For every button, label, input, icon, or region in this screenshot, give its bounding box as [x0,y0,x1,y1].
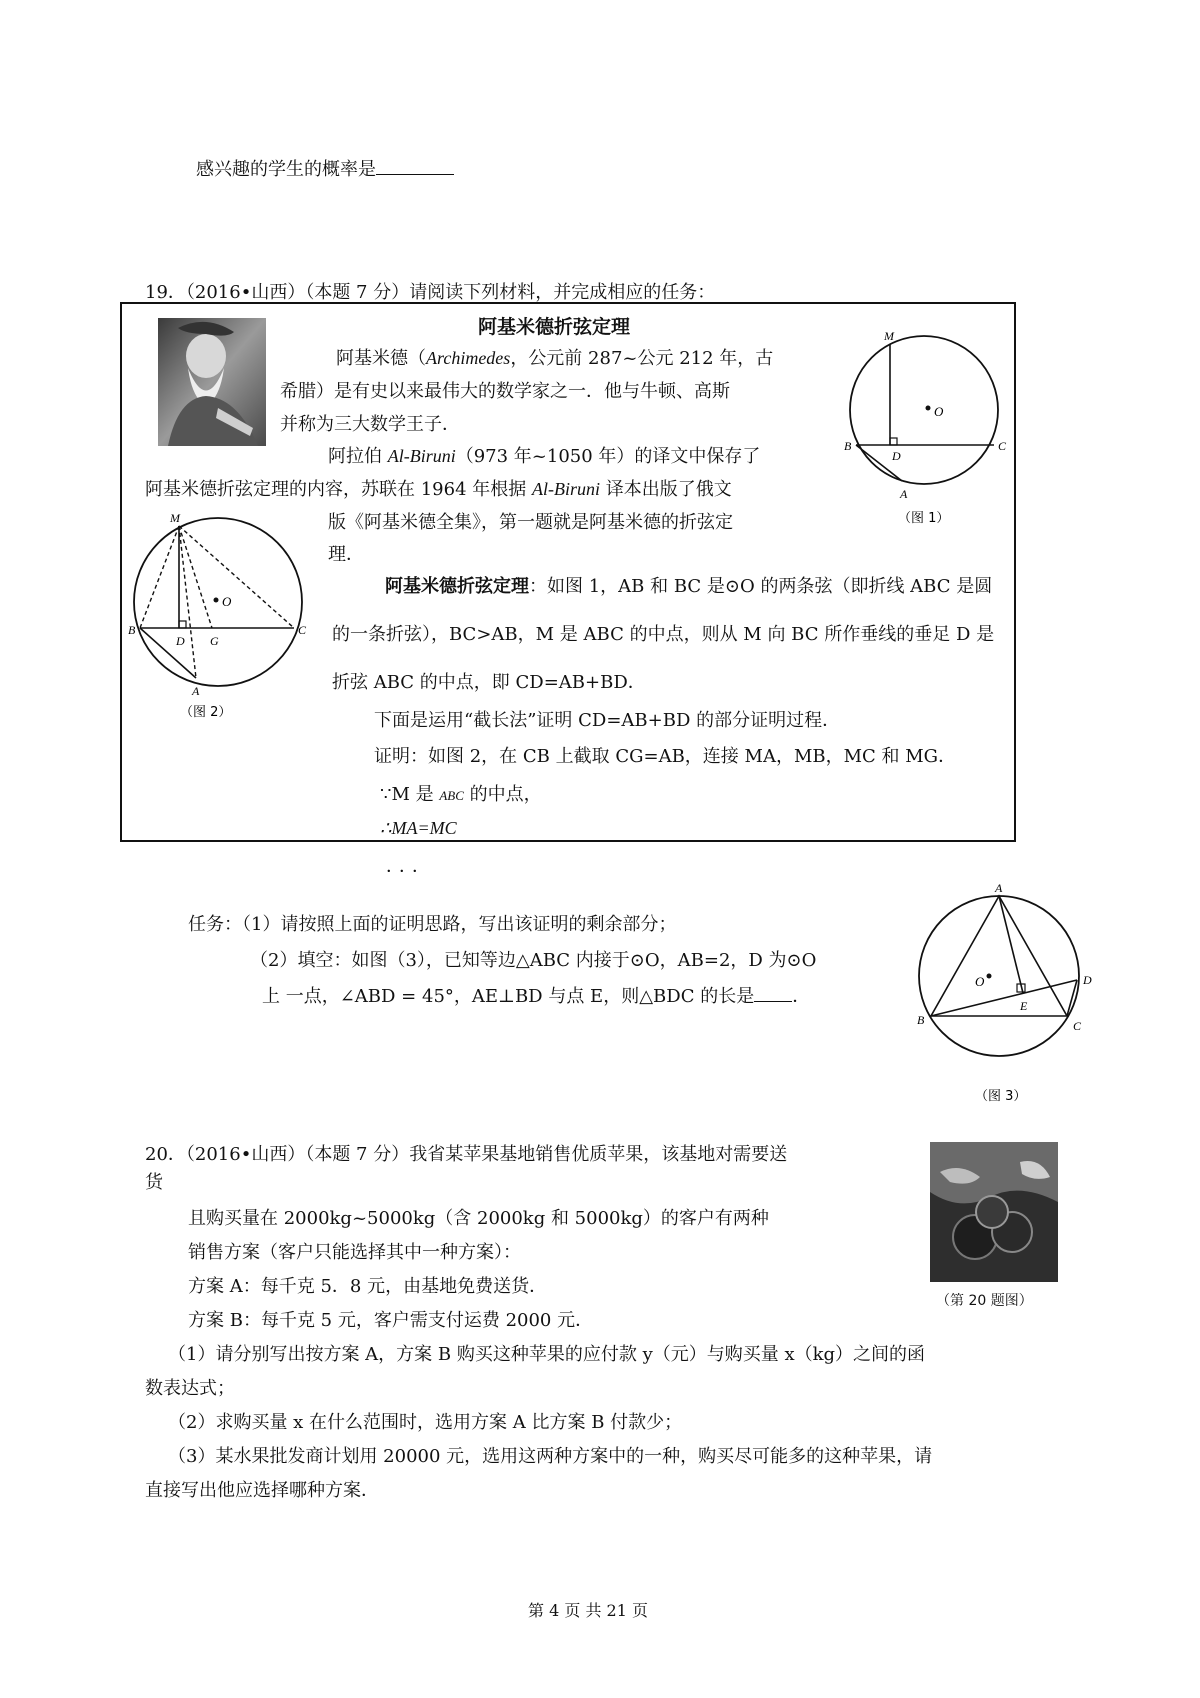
fig3-ae-line [999,896,1023,993]
q20-part3-line1: （3）某水果批发商计划用 20000 元，选用这两种方案中的一种，购买尽可能多的这种苹果，请 [168,1446,933,1467]
fig2-label-b: B [128,623,136,637]
q20-header: 20．（2016•山西）（本题 7 分）我省某苹果基地销售优质苹果，该基地对需要送 [145,1144,788,1165]
probability-question-text: 感兴趣的学生的概率是 [196,155,454,181]
theorem-line2: 的一条折弦），BC>AB，M 是 ABC 的中点，则从 M 向 BC 所作垂线的垂足 D 是 [332,624,995,645]
apple-photo [930,1142,1058,1282]
q20-part1-line1: （1）请分别写出按方案 A，方案 B 购买这种苹果的应付款 y（元）与购买量 x（kg）之间的函 [168,1344,926,1365]
task2-answer-blank [754,1001,792,1002]
apple-photo-caption: （第 20 题图） [936,1293,1033,1309]
q20-line4: 销售方案（客户只能选择其中一种方案）： [188,1242,521,1263]
fig1-label-b: B [844,439,852,453]
q20-header-line2: 货 [145,1172,163,1193]
task2-line2: 上 一点，∠ABD = 45°，AE⊥BD 与点 E，则△BDC 的长是 ． [262,986,811,1007]
proof-intro: 下面是运用“截长法”证明 CD=AB+BD 的部分证明过程． [374,710,841,731]
para1-line3: 并称为三大数学王子． [280,414,460,435]
fig3-label-a: A [995,881,1003,895]
para2-line2: 阿基米德折弦定理的内容，苏联在 1964 年根据 Al-Biruni 译本出版了俄文 [145,479,732,500]
fig3-label-d: D [1083,973,1092,987]
theorem-line1: 阿基米德折弦定理：如图 1，AB 和 BC 是⊙O 的两条弦（即折线 ABC 是圆 [385,576,993,597]
q19-header: 19．（2016•山西）（本题 7 分）请阅读下列材料，并完成相应的任务： [145,282,716,303]
para1-line1: 阿基米德（Archimedes，公元前 287~公元 212 年，古 [336,348,774,369]
q20-part3-line2: 直接写出他应选择哪种方案． [145,1480,379,1501]
task2-line1: （2）填空：如图（3），已知等边△ABC 内接于⊙O，AB=2，D 为⊙O [250,950,817,971]
figure-2 [126,500,326,730]
theorem-line3: 折弦 ABC 的中点，即 CD=AB+BD． [332,672,646,693]
fig2-ma-line [179,526,196,678]
fig2-label-d: D [176,634,185,648]
para2-line3: 版《阿基米德全集》，第一题就是阿基米德的折弦定 [328,512,733,533]
proof-line1: 证明：如图 2，在 CB 上截取 CG=AB，连接 MA，MB，MC 和 MG． [374,746,957,767]
fig2-right-angle [179,621,186,628]
page-number: 第 4 页 共 21 页 [528,1601,648,1620]
q20-part1-line2: 数表达式； [145,1378,235,1399]
para2-line1: 阿拉伯 Al-Biruni（973 年~1050 年）的译文中保存了 [328,446,761,467]
fig3-triangle [931,896,1067,1016]
proof-line2: ∵M 是 ABC 的中点， [380,784,542,805]
q20-part2: （2）求购买量 x 在什么范围时，选用方案 A 比方案 B 付款少； [168,1412,683,1433]
fig3-center-dot [987,974,992,979]
fig1-circle [850,336,998,484]
figure-1 [830,320,1020,530]
proof-ellipsis: ．．． [386,856,434,877]
fig1-right-angle [890,438,897,445]
task1: 任务：（1）请按照上面的证明思路，写出该证明的剩余部分； [188,914,677,935]
para2-line4: 理． [328,544,364,565]
fig2-label-c: C [298,623,307,637]
fig2-label-g: G [210,634,219,648]
fig2-center-dot [214,598,219,603]
archimedes-portrait [158,318,266,446]
fig1-label-c: C [998,439,1007,453]
fig2-caption: （图 2） [180,705,232,720]
fig3-circle [919,896,1079,1056]
fig3-label-e: E [1020,999,1028,1013]
fig1-label-o: O [934,404,944,419]
para1-line2: 希腊）是有史以来最伟大的数学家之一．他与牛顿、高斯 [280,381,730,402]
fig3-label-c: C [1073,1019,1082,1033]
box-title: 阿基米德折弦定理 [478,316,631,338]
fig1-center-dot [926,406,931,411]
proof-line3: ∴MA=MC [380,818,457,838]
fig3-label-o: O [975,974,985,989]
q20-plan-b: 方案 B：每千克 5 元，客户需支付运费 2000 元． [188,1310,594,1331]
fig2-circle [134,518,302,686]
fig1-label-a: A [900,487,908,501]
fig2-label-o: O [222,594,232,609]
fig1-label-m: M [884,329,894,343]
fig1-label-d: D [892,449,901,463]
fig3-label-b: B [917,1013,925,1027]
q20-line3: 且购买量在 2000kg~5000kg（含 2000kg 和 5000kg）的客户有两种 [188,1208,769,1229]
fig1-caption: （图 1） [898,511,950,526]
fig3-caption: （图 3） [975,1089,1027,1104]
answer-blank [376,174,454,175]
fig2-label-a: A [192,684,200,698]
figure-3 [905,880,1105,1110]
q20-plan-a: 方案 A：每千克 5．8 元，由基地免费送货． [188,1276,548,1297]
fig2-label-m: M [170,511,180,525]
fig3-bd-line [931,980,1077,1016]
